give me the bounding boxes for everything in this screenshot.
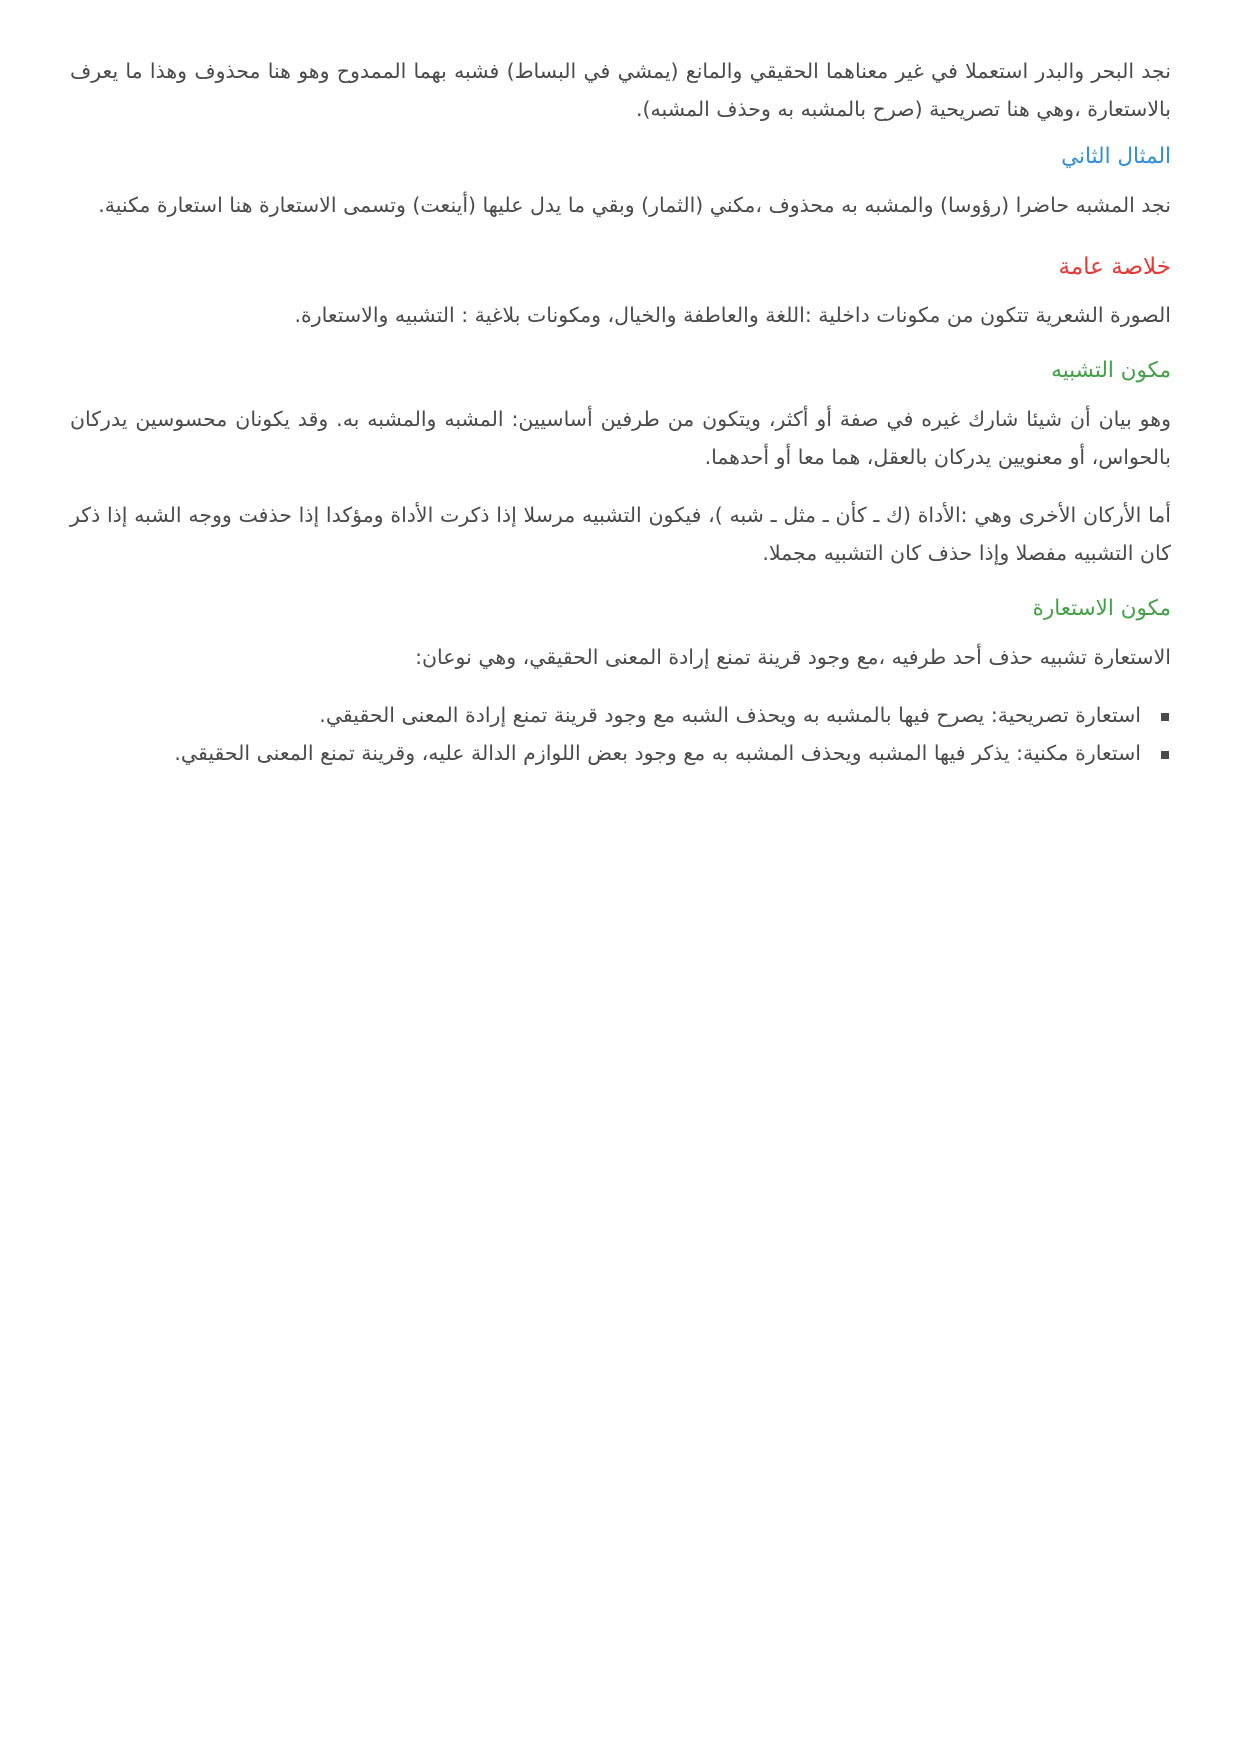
square-bullet-icon [1161, 713, 1169, 721]
summary-heading: خلاصة عامة [1058, 254, 1171, 280]
list-item [70, 734, 1141, 772]
intro-paragraph: نجد البحر والبدر استعملا في غير معناهما الحقيقي والمانع (يمشي في البساط) فشبه بهما الممدوح وهو هنا محذوف وهذا ما يعرف بالاستعارة ،وهي هنا تصريحية (صرح بالمشبه به وحذف المشبه). [70, 59, 1171, 121]
simile-paragraph-2: أما الأركان الأخرى وهي :الأداة (ك ـ كأن ـ مثل ـ شبه )، فيكون التشبيه مرسلا إذا ذكرت الأداة ومؤكدا إذا حذفت ووجه الشبه إذا ذكر كان التشبيه مفصلا وإذا حذف كان التشبيه مجملا. [70, 503, 1171, 565]
example2-heading: المثال الثاني [1061, 144, 1171, 169]
simile-paragraph-1: وهو بيان أن شيئا شارك غيره في صفة أو أكثر، ويتكون من طرفين أساسيين: المشبه والمشبه به. وقد يكونان محسوسين يدركان بالحواس، أو معنويين يدركان بالعقل، هما معا أو أحدهما. [70, 407, 1171, 469]
list-item-text: استعارة مكنية: يذكر فيها المشبه ويحذف المشبه به مع وجود بعض اللوازم الدالة عليه، وقرينة تمنع المعنى الحقيقي. [174, 741, 1141, 765]
metaphor-types-list [70, 696, 1171, 772]
metaphor-heading: مكون الاستعارة [1032, 596, 1171, 621]
metaphor-paragraph: الاستعارة تشبيه حذف أحد طرفيه ،مع وجود قرينة تمنع إرادة المعنى الحقيقي، وهي نوعان: [415, 645, 1171, 669]
example2-paragraph: نجد المشبه حاضرا (رؤوسا) والمشبه به محذوف ،مكني (الثمار) وبقي ما يدل عليها (أينعت) وتسمى الاستعارة هنا استعارة مكنية. [98, 193, 1171, 217]
document-page [70, 52, 1171, 772]
list-item [70, 696, 1141, 734]
square-bullet-icon [1161, 751, 1169, 759]
list-item-text: استعارة تصريحية: يصرح فيها بالمشبه به ويحذف الشبه مع وجود قرينة تمنع إرادة المعنى الحقيقي. [319, 703, 1141, 727]
summary-paragraph: الصورة الشعرية تتكون من مكونات داخلية :اللغة والعاطفة والخيال، ومكونات بلاغية : التشبيه والاستعارة. [294, 303, 1171, 327]
simile-heading: مكون التشبيه [1051, 358, 1171, 383]
